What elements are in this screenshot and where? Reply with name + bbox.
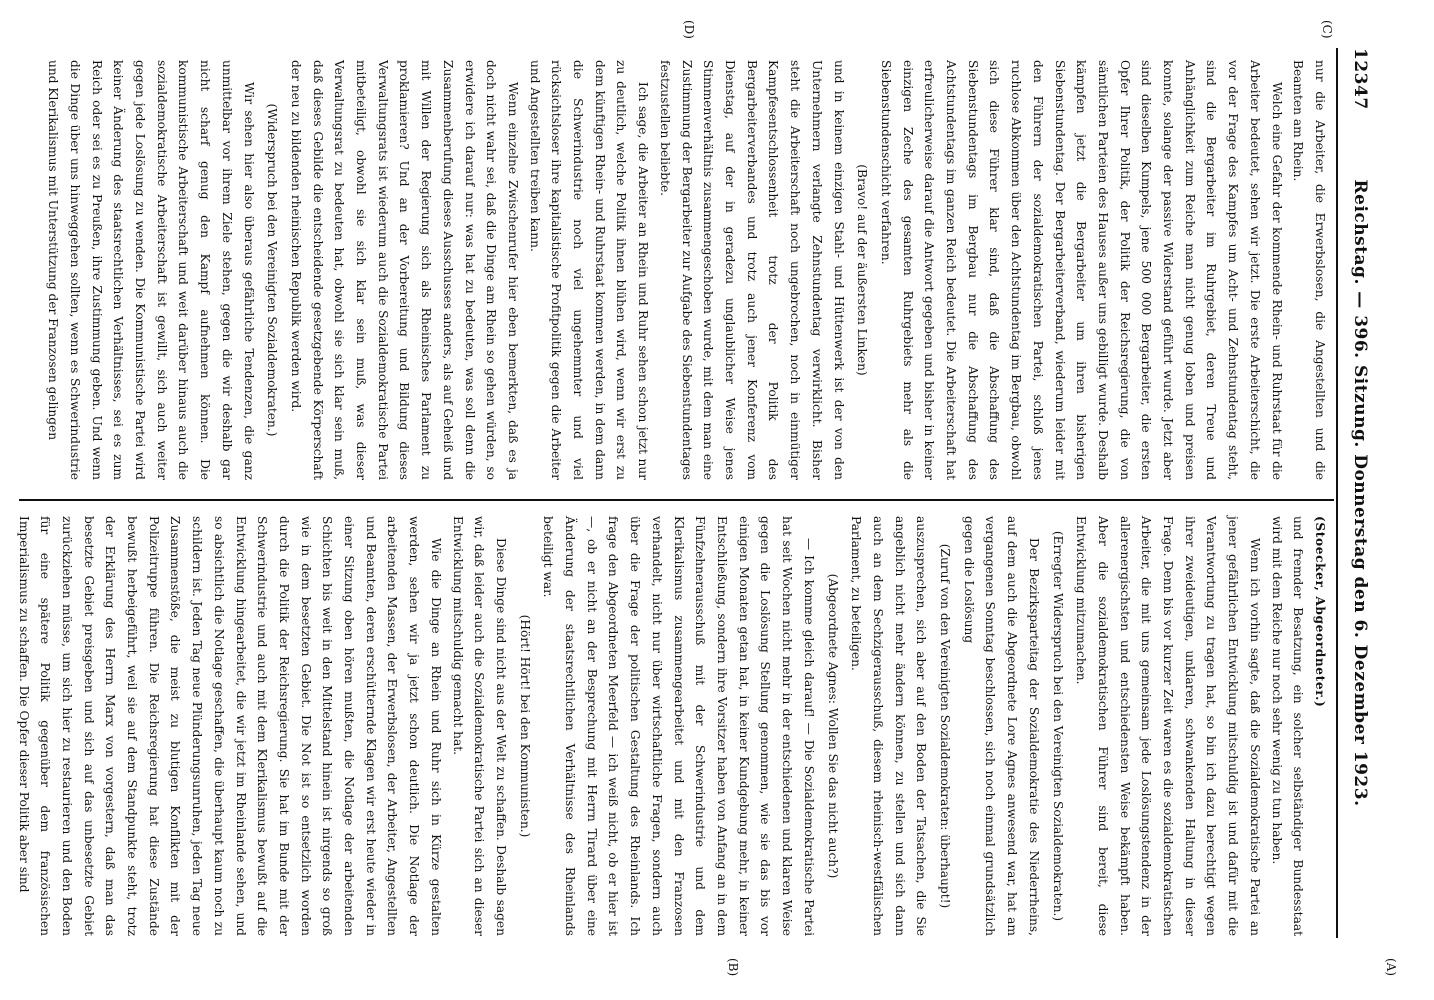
paragraph: Wie die Dinge an Rhein und Ruhr sich in Kürze gestalten werden, sehen wir ja jetzt schon deutlich. Die Notlage der arbeitenden Massen, der Erwerbslosen, der Arbeiter, Angestellten und Beamten, deren erschütternde Klagen wir erst heute wieder in einer Sitzung oben hören mußten, die Notlage der arbeitenden Schichten bis weit in den Mittelstand hinein ist nirgends so groß wie in dem besetzten Gebiet. Die Not ist so entsetzlich worden durch die Politik der Reichsregierung. Sie hat im Bunde mit der Schwerindustrie und auch mit dem Klerikalismus bewußt auf die Entwicklung hingearbeitet, die wir jetzt im Rheinlande sehen, und so absichtlich die Notlage geschaffen, die überhaupt kaum noch zu schildern ist. Jeden Tag neue Plünderungsunruhen, jeden Tag neue Zusammenstöße, die meist zu blutigen Konflikten mit der Polizeitruppe führen. Die Reichsregierung hat diese Zustände bewußt herbeigeführt, weil sie auf dem Standpunkte steht, trotz der Erklärung des Herrn Marx von vorgestern, daß man das besetzte Gebiet preisgeben und sich auf das unbesetzte Gebiet zurückziehen müsse, um sich hier zu restaurieren und den Boden für eine spätere Politik gegenüber dem französischen Imperialismus zu schaffen. Die Opfer dieser Politik aber sind <box>16 516 443 936</box>
paragraph: und in keinem einzigen Stahl- und Hüttenwerk ist der von den Unternehmern verlangte Zehnstundentag verwirklicht. Bisher steht die Arbeiterschaft noch ungebrochen, noch in einmütiger Kampfesentschlossenheit trotz der Politik des Bergarbeiterverbandes und trotz auch jener Konferenz vom Dienstag, auf der in geradezu unglaublicher Weise jenes Stimmenverhältnis zusammengeschoben wurde, mit dem man eine Zustimmung der Bergarbeiter zur Aufgabe des Siebenstundentages festzustellen beliebte. <box>657 60 846 480</box>
paragraph: auszusprechen, sich aber auf den Boden der Tatsachen, die Sie angeblich nicht mehr ändern können, zu stellen und sich dann auch an dem Sechzigerausschuß, diesem rheinisch-westfälischen Parlament, zu beteiligen. <box>849 516 929 936</box>
margin-mark-d: (D) <box>682 20 696 39</box>
interjection: (Zuruf von den Vereinigten Sozialdemokraten: überhaupt!) <box>938 543 953 909</box>
text-column-right <box>16 516 1330 936</box>
paragraph: Diese Dinge sind nicht aus der Welt zu schaffen. Deshalb sagen wir, daß leider auch die Sozialdemokratische Partei sich an dieser Entwicklung mitschuldig gemacht hat. <box>450 516 508 936</box>
text-column-left <box>30 60 1330 480</box>
interjection: (Hört! Hört! bei den Kommunisten.) <box>517 614 532 838</box>
paragraph: — Ich komme gleich darauf! — Die Sozialdemokratische Partei hat seit Wochen nicht mehr in der entschiedenen und klaren Weise gegen die Loslösung Stellung genommen, wie sie das bis vor einigen Monaten getan hat, in keiner Kundgebung mehr, in keiner Entschließung, sondern ihre Vorsitzer haben von Anfang an in dem Fünfzehnerausschuß mit der Schwerindustrie und dem Klerikalismus zusammengearbeitet und mit den Franzosen verhandelt, nicht nur über wirtschaftliche Fragen, sondern auch über die Frage der politischen Gestaltung des Rheinlands. Ich frage den Abgeordneten Meerfeld — ich weiß nicht, ob er hier ist —, ob er nicht an der Besprechung mit Herrn Tirard über eine Änderung der staatsrechtlichen Verhältnisse des Rheinlands beteiligt war. <box>541 516 816 936</box>
interjection: (Widerspruch bei den Vereinigten Sozialdemokraten.) <box>265 103 280 437</box>
paragraph: Wenn einzelne Zwischenrufer hier eben bemerkten, daß es ja doch nicht wahr sei, daß die Dinge am Rhein so gehen würden, so erwidere ich darauf nur: was hat zu bedeuten, was soll denn die Zusammenberufung dieses Ausschusses anders, als auf Geheiß und mit Willen der Regierung sich als Rheinisches Parlament zu proklamieren? Und an der Vorbereitung und Bildung dieses Verwaltungsrats ist wiederum auch die Sozialdemokratische Partei mitbeteiligt, obwohl sie sich klar sein muß, was dieser Verwaltungsrat zu bedeuten hat, obwohl sie sich klar sein muß, daß dieses Gebilde die entscheidende gesetzgebende Körperschaft der neu zu bildenden rheinischen Republik werden wird. <box>288 60 520 480</box>
page-header <box>1340 48 1374 938</box>
header-rule <box>1336 48 1338 938</box>
interjection: (Abgeordnete Agnes: Wollen Sie das nicht auch?) <box>825 573 840 879</box>
paragraph: Wir sehen hier also überaus gefährliche Tendenzen, die ganz unmittelbar vor ihrem Ziele stehen, gegen die wir deshalb gar nicht scharf genug den Kampf aufnehmen können. Die kommunistische Arbeiterschaft und weit darüber hinaus auch die sozialdemokratische Arbeiterschaft ist gewillt, sich auch weiter gegen jede Loslösung zu wenden. Die Kommunistische Partei wird keiner Änderung des staatsrechtlichen Verhältnisses, sei es zum Reich oder sei es zu Preußen, ihre Zustimmung geben. Und wenn die Dinge über uns hinweggehen sollten, wenn es Schwerindustrie und Klerikalismus mit Unterstützung der Franzosen gelingen <box>46 60 256 480</box>
page-number: 12347 <box>1350 48 1370 110</box>
margin-mark-c: (C) <box>1320 20 1334 39</box>
interjection: (Erregter Widerspruch bei den Vereinigten Sozialdemokraten.) <box>1050 530 1065 922</box>
margin-mark-a: (A) <box>1384 958 1398 977</box>
interjection: (Bravo! auf der äußersten Linken) <box>855 164 870 376</box>
paragraph: nur die Arbeiter, die Erwerbslosen, die Angestellten und die Beamten am Rhein. <box>1291 60 1327 480</box>
speaker-label: (Stoecker, Abgeordneter.) <box>1313 516 1327 708</box>
paragraph: Wenn ich vorhin sagte, daß die Sozialdemokratische Partei an jener gefährlichen Entwicklung mitschuldig ist und dafür mit die Verantwortung zu tragen hat, so bin ich dazu berechtigt wegen ihrer zweideutigen, unklaren, schwankenden Haltung in dieser Frage. Denn bis vor kurzer Zeit waren es die sozialdemokratischen Arbeiter, die mit uns gemeinsam jede Loslösungstendenz in der allerenergischsten und entschiedensten Weise bekämpft haben. Aber die sozialdemokratischen Führer sind bereit, diese Entwicklung mitzumachen. <box>1074 516 1262 936</box>
paragraph: Der Bezirksparteitag der Sozialdemokratie des Niederrheins, auf dem auch die Abgeordnete Lore Agnes anwesend war, hat am vergangenen Sonntag beschlossen, sich noch einmal grundsätzlich gegen die Loslösung <box>961 516 1041 936</box>
paragraph: und fremder Besatzung, ein solcher selbständiger Bundesstaat wird mit dem Reiche nur noch sehr wenig zu tun haben. <box>1269 516 1306 936</box>
page-title: Reichstag. — 396. Sitzung. Donnerstag den 6. Dezember 1923. <box>1350 179 1370 807</box>
column-rule <box>19 499 1334 501</box>
paragraph: Welch eine Gefahr der kommende Rhein- und Ruhrstaat für die Arbeiter bedeutet, sehen wir jetzt. Die erste Arbeiterschicht, die vor der Frage des Kampfes um Acht- und Zehnstundentag steht, sind die Bergarbeiter im Ruhrgebiet, deren Treue und Anhänglichkeit zum Reiche man nicht genug loben und preisen konnte, solange der passive Widerstand geführt wurde. Jetzt aber sind dieselben Kumpels, jene 500 000 Bergarbeiter, die ersten Opfer Ihrer Politik, der Politik der Reichsregierung, die von sämtlichen Parteien des Hauses außer uns gebilligt wurde. Deshalb kämpfen jetzt die Bergarbeiter um ihren bisherigen Siebenstundentag. Der Bergarbeiterverband, wiederum leider mit den Führern der sozialdemokratischen Partei, schloß jenes ruchlose Abkommen über den Achtstundentag im Bergbau, obwohl sich diese Führer klar sind, daß die Abschaffung des Siebenstundentags im Bergbau nur die Abschaffung des Achtstundentags im ganzen Reich bedeutet. Die Arbeiterschaft hat erfreulicherweise darauf die Antwort gegeben und bisher in keiner einzigen Zeche des gesamten Ruhrgebiets mehr als die Siebenstundenschicht verfahren. <box>878 60 1284 480</box>
paragraph: Ich sage, die Arbeiter an Rhein und Ruhr sehen schon jetzt nur zu deutlich, welche Politik ihnen blühen wird, wenn wir erst zu dem künftigen Rhein- und Ruhrstaat kommen werden, in dem dann die Schwerindustrie noch viel ungehemmter und viel rücksichtsloser ihre kapitalistische Profitpolitik gegen die Arbeiter und Angestellten treiben kann. <box>527 60 651 480</box>
margin-mark-b: (B) <box>726 958 740 977</box>
